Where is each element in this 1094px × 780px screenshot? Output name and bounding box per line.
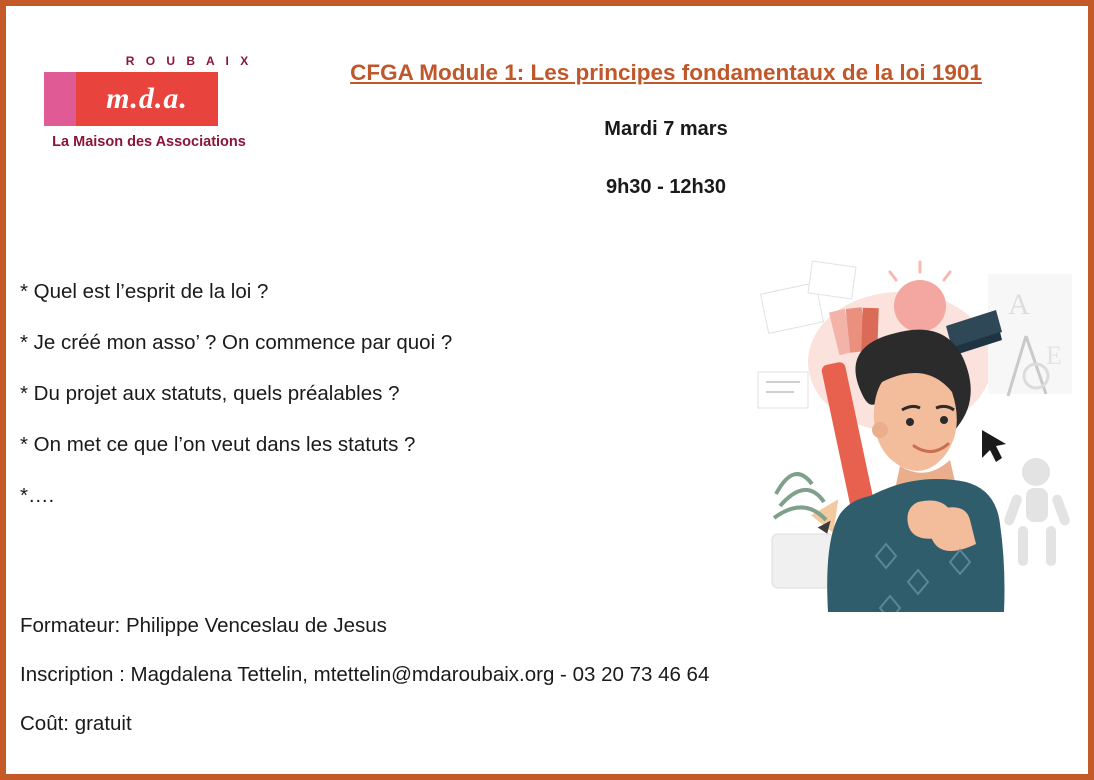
list-item: * Quel est l’esprit de la loi ? — [20, 280, 269, 303]
list-item: * Je créé mon asso’ ? On commence par quoi ? — [20, 331, 453, 354]
topics-list — [20, 280, 720, 535]
cost-line: Coût: gratuit — [20, 712, 132, 735]
logo-red-block — [76, 72, 218, 126]
list-item: * Du projet aux statuts, quels préalables ? — [20, 382, 400, 405]
trainer-line: Formateur: Philippe Venceslau de Jesus — [20, 614, 387, 637]
thinking-person-with-ideas-illustration — [750, 244, 1080, 612]
list-item: *…. — [20, 484, 55, 507]
event-time: 9h30 - 12h30 — [605, 176, 727, 198]
footer-info — [20, 614, 1040, 761]
event-date: Mardi 7 mars — [604, 118, 728, 140]
page-title: CFGA Module 1: Les principes fondamentaux de la loi 1901 — [350, 60, 982, 85]
logo-mark-text: m.d.a. — [106, 82, 188, 115]
registration-line: Inscription : Magdalena Tettelin, mtettelin@mdaroubaix.org - 03 20 73 46 64 — [20, 663, 710, 686]
mda-roubaix-logo — [44, 54, 254, 174]
list-item: * On met ce que l’on veut dans les statuts ? — [20, 433, 416, 456]
logo-caption: La Maison des Associations — [52, 134, 246, 150]
svg-text:A: A — [1008, 288, 1030, 321]
logo-roubaix-text: R O U B A I X — [125, 54, 253, 68]
svg-text:E: E — [1046, 341, 1062, 370]
flyer-content — [6, 6, 1088, 774]
